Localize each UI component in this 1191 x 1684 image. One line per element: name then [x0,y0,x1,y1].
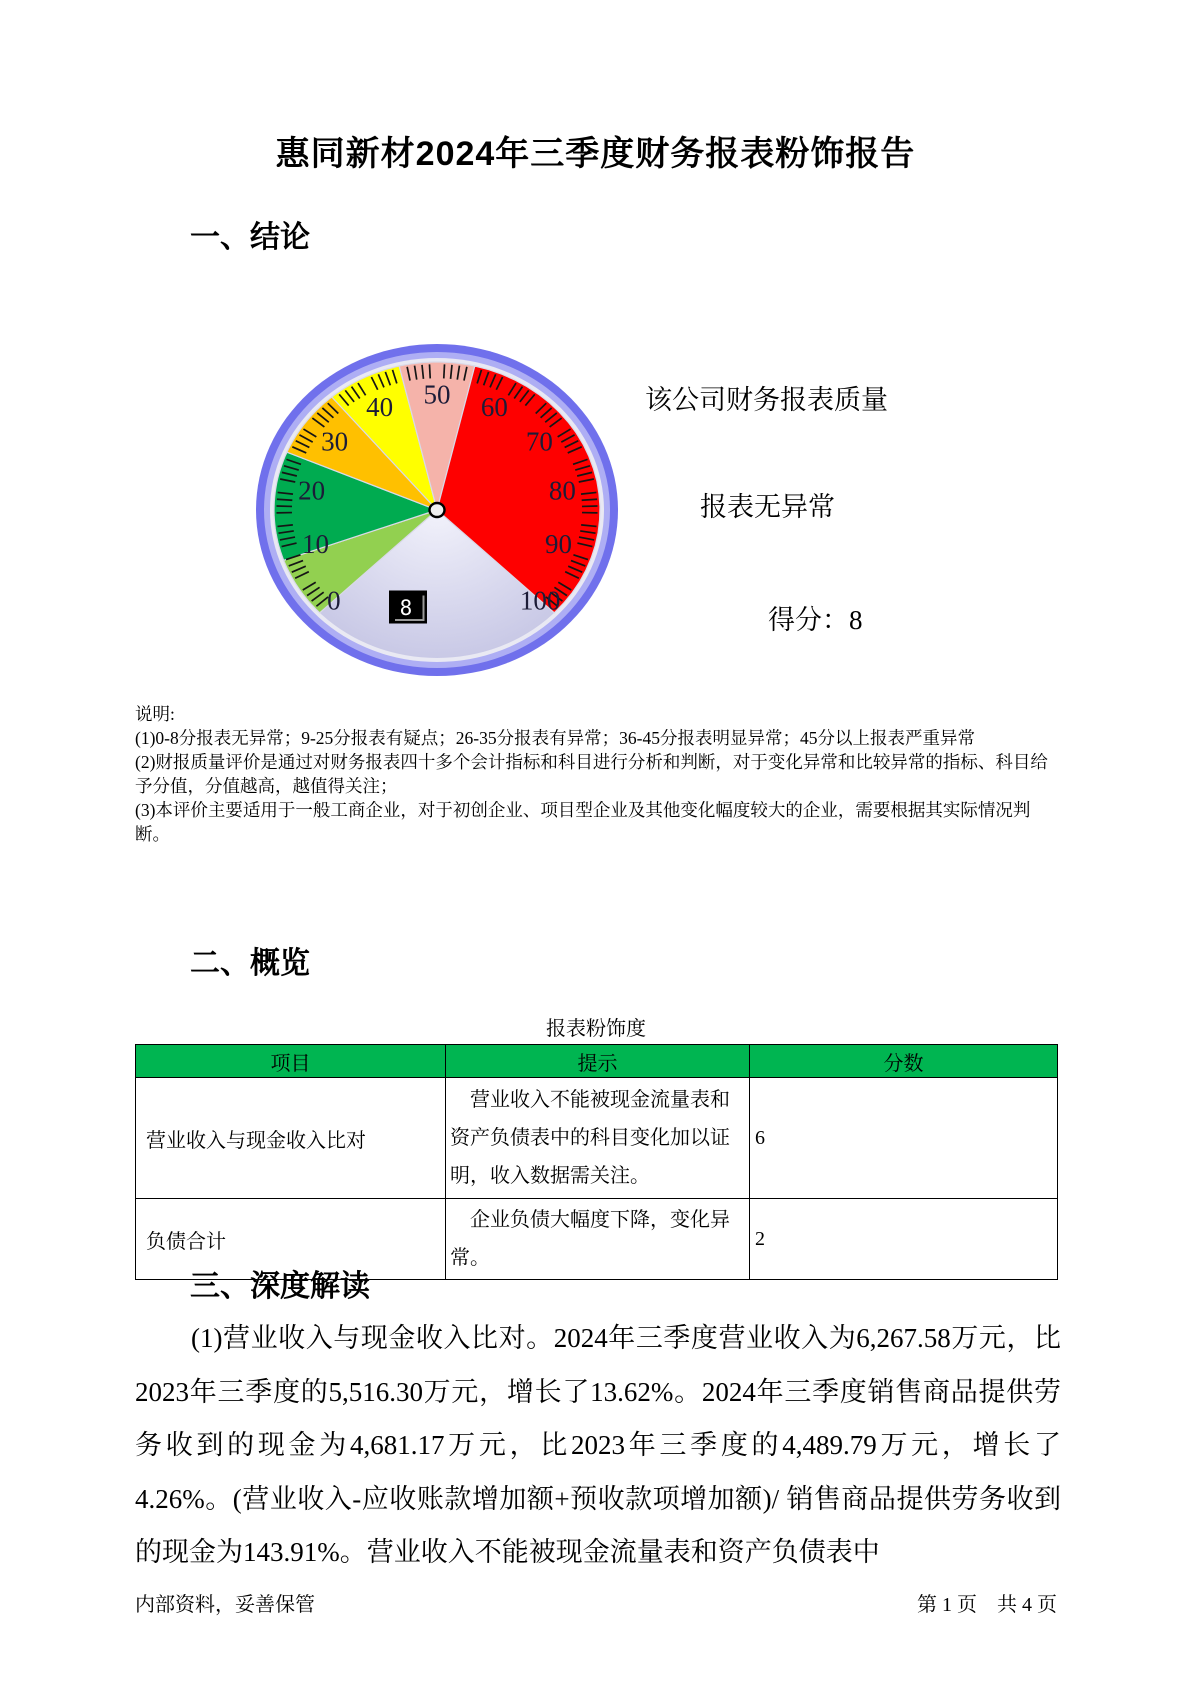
gauge-scale-label: 70 [525,426,553,457]
row2-score: 2 [750,1199,1058,1280]
gauge-scale-label: 100 [519,585,561,616]
page-title: 惠同新材2024年三季度财务报表粉饰报告 [275,135,916,173]
notes-item-2: (2)财报质量评价是通过对财务报表四十多个会计指标和科目进行分析和判断，对于变化异常和比较异常的指标、科目给予分值，分值越高，越值得关注； [135,752,1048,796]
quality-gauge-chart-area [140,295,1060,695]
row1-hint [446,1078,750,1199]
gauge-scale-label: 0 [327,585,341,616]
notes-item-3: (3)本评价主要适用于一般工商企业，对于初创企业、项目型企业及其他变化幅度较大的企业，需要根据其实际情况判断。 [135,800,1031,844]
deep-read-paragraph: (1)营业收入与现金收入比对。2024年三季度营业收入为6,267.58万元，比2023年三季度的5,516.30万元，增长了13.62%。2024年三季度销售商品提供劳务收到的现金为4,681.17万元，比2023年三季度的4,489.79万元，增长了4.26%。(营业收入-应收账款增加额+预收款项增加额)/ 销售商品提供劳务收到的现金为143.91%。营业收入不能被现金流量表和资产负债表中 [135,1323,1061,1567]
overview-table [135,1044,1058,1280]
notes-block [135,702,1063,846]
footer-confidential-note: 内部资料，妥善保管 [135,1594,315,1616]
gauge-scale-label: 60 [480,391,508,422]
row1-hint-text: 营业收入不能被现金流量表和资产负债表中的科目变化加以证明，收入数据需关注。 [450,1089,730,1187]
table-title: 报表粉饰度 [546,1018,646,1040]
col-header-score: 分数 [750,1045,1058,1078]
notes-item-1: (1)0-8分报表无异常；9-25分报表有疑点；26-35分报表有异常；36-45分报表明显异常；45分以上报表严重异常 [135,728,975,748]
gauge-scale-label: 20 [298,475,326,506]
section-heading-conclusion: 一、结论 [190,221,310,254]
table-row [136,1078,1058,1199]
col-header-hint: 提示 [446,1045,750,1078]
gauge-scale-label: 50 [423,379,451,410]
footer-page-number: 第 1 页 共 4 页 [917,1594,1057,1616]
gauge-score-readout: 8 [399,596,413,620]
section-heading-overview: 二、概览 [190,947,310,980]
gauge-scale-label: 40 [366,391,394,422]
col-header-item: 项目 [136,1045,446,1078]
row1-score: 6 [750,1078,1058,1199]
row2-hint-text: 企业负债大幅度下降，变化异常。 [450,1209,730,1269]
gauge-scale-label: 80 [548,475,576,506]
row2-hint [446,1199,750,1280]
gauge-scale-label: 90 [544,529,572,560]
verdict-text: 报表无异常 [700,492,835,522]
score-text: 得分：8 [768,605,863,635]
table-header-row [136,1045,1058,1078]
row2-item: 负债合计 [136,1199,446,1280]
quality-caption: 该公司财务报表质量 [645,385,888,415]
gauge-scale-label: 10 [302,529,330,560]
gauge-chart [235,320,639,700]
section-heading-deep-read: 三、深度解读 [190,1270,370,1303]
row1-item: 营业收入与现金收入比对 [136,1078,446,1199]
notes-title: 说明: [135,704,175,724]
gauge-scale-label: 30 [321,426,349,457]
